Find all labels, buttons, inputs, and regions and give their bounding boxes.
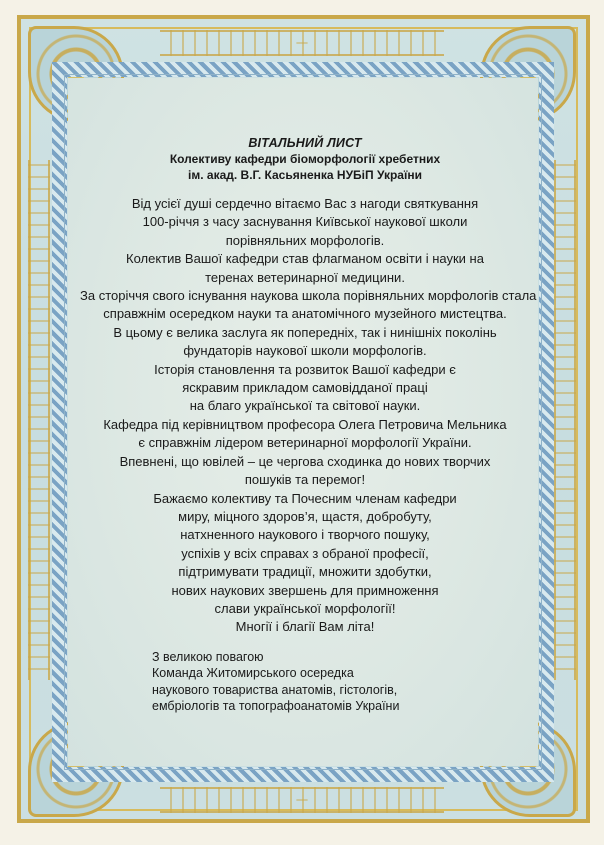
body-line: підтримувати традиції, множити здобутки, [178, 564, 432, 580]
addressee-line: ім. акад. В.Г. Касьяненка НУБіП України [188, 168, 422, 182]
body-line: За сторіччя свого існування наукова школа порівняльних морфологів стала [80, 288, 537, 304]
body-line: слави української морфології! [214, 600, 396, 616]
body-line: Многії і благії Вам літа! [235, 619, 375, 635]
body-line: нових наукових звершень для примноження [171, 582, 439, 598]
right-ornament [554, 160, 576, 680]
signature-line: ембріологів та топографоанатомів України [152, 699, 400, 714]
signature-line: З великою повагою [152, 649, 264, 664]
addressee-block [80, 151, 530, 183]
body-line: Історія становлення та розвиток Вашої кафедри є [154, 361, 456, 377]
top-ornament [160, 30, 444, 56]
body-line: Від усієї душі сердечно вітаємо Вас з нагоди святкування [131, 196, 479, 211]
signature-block [80, 649, 530, 715]
body-line: успіхів у всіх справах з обраної професії, [181, 545, 429, 561]
body-line: пошуків та перемог! [244, 472, 366, 488]
body-line: В цьому є велика заслуга як попередніх, так і нинішніх поколінь [113, 324, 497, 340]
body-line: Бажаємо колективу та Почесним членам кафедри [153, 490, 457, 506]
body-line: яскравим прикладом самовідданої праці [182, 380, 428, 396]
body-line: теренах ветеринарної медицини. [205, 269, 405, 285]
letter-title: ВІТАЛЬНИЙ ЛИСТ [248, 136, 362, 150]
signature-line: Команда Житомирського осередка [152, 666, 354, 681]
body-line: порівняльних морфологів. [225, 232, 385, 248]
left-ornament [28, 160, 50, 680]
body-line: є справжнім лідером ветеринарної морфології України. [138, 435, 472, 451]
body-line: Кафедра під керівництвом професора Олега Петровича Мельника [103, 416, 507, 432]
body-line: справжнім осередком науки та анатомічного музейного мистецтва. [103, 306, 507, 322]
addressee-line: Колективу кафедри біоморфології хребетних [169, 152, 441, 166]
body-line: фундаторів наукової школи морфологів. [183, 343, 427, 359]
letter-body [80, 195, 537, 637]
body-line: 100-річчя з часу заснування Київської наукової школи [142, 214, 468, 230]
bottom-ornament [160, 787, 444, 813]
body-line: Колектив Вашої кафедри став флагманом освіти і науки на [126, 251, 484, 267]
body-line: Впевнені, що ювілей – це чергова сходинка до нових творчих [119, 453, 491, 469]
signature-line: наукового товариства анатомів, гістологів, [152, 682, 398, 697]
body-line: миру, міцного здоров’я, щастя, добробуту, [178, 508, 432, 524]
letter-content [80, 135, 537, 715]
body-line: на благо української та світової науки. [189, 398, 421, 414]
body-line: натхненного наукового і творчого пошуку, [180, 527, 430, 543]
